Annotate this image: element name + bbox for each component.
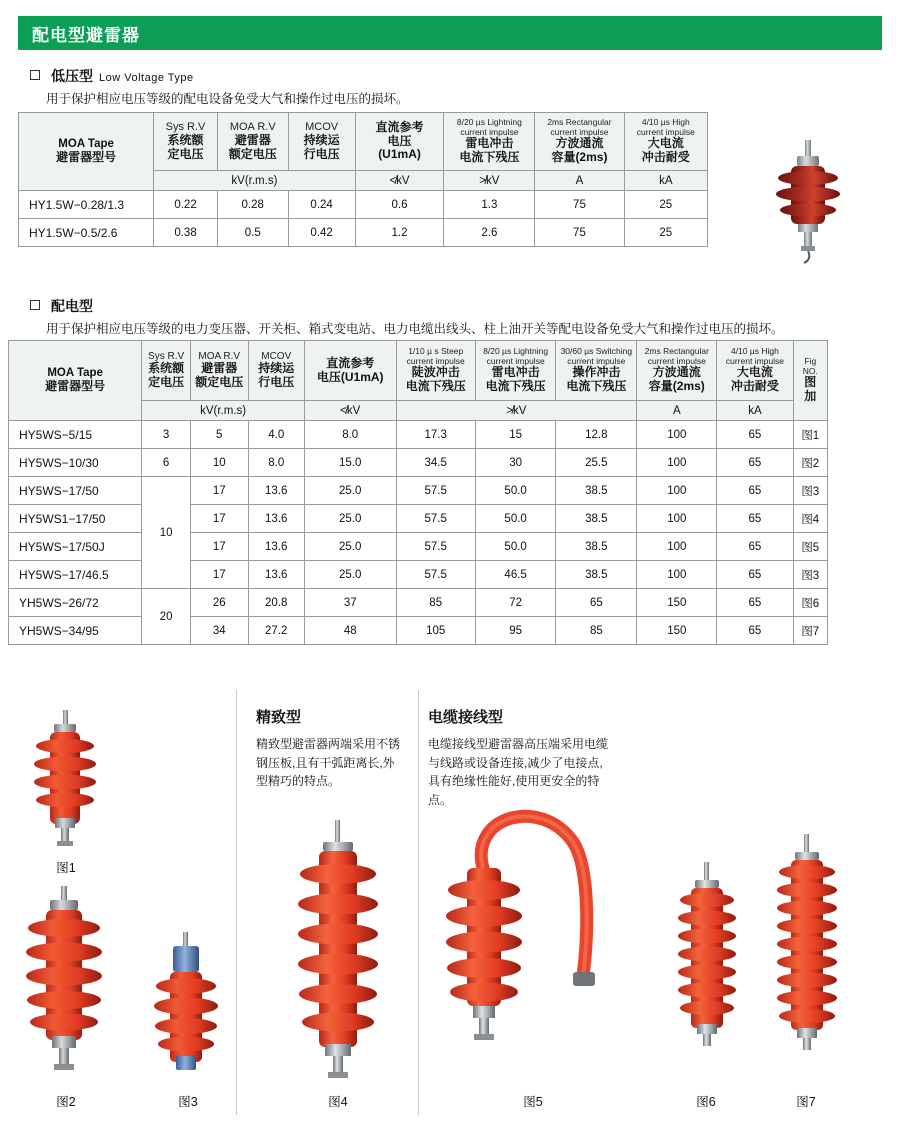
section-dist-title-cn: 配电型 (51, 298, 93, 314)
cell-value: 95 (475, 617, 556, 645)
cell-value: 13.6 (248, 477, 304, 505)
cell-value: 25.0 (304, 505, 396, 533)
cell-model: HY1.5W−0.28/1.3 (19, 191, 154, 219)
table-row (9, 421, 828, 449)
table-row (9, 505, 828, 533)
header-high-current: 4/10 µs High current impulse 大电流 冲击耐受 (717, 341, 793, 401)
cell-value: 65 (717, 505, 793, 533)
unit-amp: A (535, 171, 624, 191)
gallery-panel-standard-types (8, 690, 236, 1115)
unit-residual: ≯kV (396, 401, 637, 421)
table-row (9, 589, 828, 617)
cell-fig: 图3 (793, 477, 827, 505)
cell-value: 13.6 (248, 505, 304, 533)
cell-value: 85 (396, 589, 475, 617)
cell-sys-rv: 6 (142, 449, 191, 477)
section-low-voltage-heading (30, 66, 730, 109)
checkbox-icon (30, 70, 40, 80)
cell-value: 20.8 (248, 589, 304, 617)
cell-value: 65 (717, 561, 793, 589)
table-row (19, 219, 708, 247)
cell-value: 100 (637, 477, 717, 505)
cell-value: 17 (190, 533, 248, 561)
cell-model: HY5WS−17/50J (9, 533, 142, 561)
unit-kv-rms: kV(r.m.s) (154, 171, 355, 191)
header-model-en: MOA Tape (58, 137, 114, 150)
checkbox-icon (30, 300, 40, 310)
cell-value: 0.38 (154, 219, 218, 247)
header-rect-2ms: 2ms Rectangular current impulse 方波通流 容量(2ms) (637, 341, 717, 401)
panel-cable-title: 电缆接线型 (428, 709, 504, 726)
cell-value: 17 (190, 505, 248, 533)
section-dist-description: 用于保护相应电压等级的电力变压器、开关柜、箱式变电站、电力电缆出线头、柱上油开关等配电设备免受大气和操作过电压的损坏。 (46, 322, 784, 336)
header-mcov: MCOV 持续运 行电压 (248, 341, 304, 401)
cell-value: 17 (190, 477, 248, 505)
header-model (19, 113, 154, 191)
table-row (9, 617, 828, 645)
cell-value: 38.5 (556, 505, 637, 533)
figure-caption-3: 图3 (178, 1095, 198, 1109)
cell-fig: 图7 (793, 617, 827, 645)
table-row (9, 533, 828, 561)
header-lightning: 8/20 µs Lightning current impulse 雷电冲击 电流下残压 (475, 341, 556, 401)
cell-value: 38.5 (556, 533, 637, 561)
cell-fig: 图6 (793, 589, 827, 617)
cell-value: 27.2 (248, 617, 304, 645)
panel-fine-title: 精致型 (256, 709, 302, 726)
cell-value: 50.0 (475, 477, 556, 505)
cell-value: 25 (624, 191, 707, 219)
header-model-cn: 避雷器型号 (45, 379, 106, 394)
cell-value: 1.3 (444, 191, 535, 219)
unit-kv-rms: kV(r.m.s) (142, 401, 305, 421)
unit-dc-ref: ≮kV (355, 171, 444, 191)
cell-value: 100 (637, 561, 717, 589)
cell-value: 46.5 (475, 561, 556, 589)
cell-value: 13.6 (248, 561, 304, 589)
cell-sys-rv: 20 (142, 589, 191, 645)
cell-value: 65 (717, 589, 793, 617)
figure-7-arrester (777, 834, 837, 1050)
header-moa-rv: MOA R.V 避雷器 额定电压 (217, 113, 288, 171)
cell-value: 0.6 (355, 191, 444, 219)
cell-value: 25.0 (304, 561, 396, 589)
cell-value: 0.28 (217, 191, 288, 219)
figure-2-arrester (26, 886, 102, 1070)
figure-4-arrester (253, 818, 423, 1118)
cell-model: YH5WS−34/95 (9, 617, 142, 645)
cell-value: 1.2 (355, 219, 444, 247)
header-fig-no: Fig NO. 图 加 (793, 341, 827, 421)
cell-value: 34.5 (396, 449, 475, 477)
header-model-cn: 避雷器型号 (56, 150, 117, 165)
cell-value: 150 (637, 589, 717, 617)
cell-value: 75 (535, 219, 624, 247)
cell-value: 30 (475, 449, 556, 477)
header-dc-ref: 直流参考 电压(U1mA) (304, 341, 396, 401)
product-gallery (8, 690, 892, 1115)
cell-value: 100 (637, 505, 717, 533)
cell-value: 26 (190, 589, 248, 617)
panel-fine-type-text (256, 706, 406, 791)
cell-value: 25.0 (304, 533, 396, 561)
cell-value: 100 (637, 449, 717, 477)
cell-value: 15.0 (304, 449, 396, 477)
unit-amp: A (637, 401, 717, 421)
cell-value: 50.0 (475, 533, 556, 561)
cell-value: 65 (717, 449, 793, 477)
figure-caption-7: 图7 (796, 1095, 816, 1109)
cell-value: 57.5 (396, 477, 475, 505)
cell-value: 65 (556, 589, 637, 617)
cell-fig: 图3 (793, 561, 827, 589)
cell-model: YH5WS−26/72 (9, 589, 142, 617)
header-switching: 30/60 µs Switching current impulse 操作冲击 电流下残压 (556, 341, 637, 401)
cell-value: 8.0 (248, 449, 304, 477)
cell-value: 5 (190, 421, 248, 449)
cell-value: 2.6 (444, 219, 535, 247)
panel-cable-text: 电缆接线型避雷器高压端采用电缆与线路或设备连接,减少了电接点,具有绝缘性能好,使用更安全的特点。 (428, 737, 609, 807)
cell-value: 100 (637, 421, 717, 449)
figure-group-5-6-7 (423, 790, 893, 1100)
unit-dc-ref: ≮kV (304, 401, 396, 421)
figure-5-cable-arrester (446, 816, 595, 1040)
header-model (9, 341, 142, 421)
cell-value: 48 (304, 617, 396, 645)
figure-3-arrester (154, 932, 218, 1070)
cell-fig: 图2 (793, 449, 827, 477)
section-low-title-en: Low Voltage Type (99, 72, 194, 84)
cell-value: 38.5 (556, 561, 637, 589)
cell-value: 10 (190, 449, 248, 477)
cell-value: 15 (475, 421, 556, 449)
cell-value: 0.24 (288, 191, 355, 219)
unit-kamp: kA (717, 401, 793, 421)
cell-value: 100 (637, 533, 717, 561)
cell-value: 105 (396, 617, 475, 645)
cell-value: 65 (717, 477, 793, 505)
cell-value: 34 (190, 617, 248, 645)
cell-model: HY1.5W−0.5/2.6 (19, 219, 154, 247)
header-sys-rv: Sys R.V 系统额 定电压 (154, 113, 218, 171)
cell-value: 85 (556, 617, 637, 645)
cell-model: HY5WS−17/50 (9, 477, 142, 505)
section-low-description: 用于保护相应电压等级的配电设备免受大气和操作过电压的损坏。 (46, 92, 409, 106)
table-header-row (19, 113, 708, 171)
cell-value: 72 (475, 589, 556, 617)
figure-caption-6: 图6 (696, 1095, 716, 1109)
figure-caption-1: 图1 (56, 861, 76, 875)
cell-model: HY5WS1−17/50 (9, 505, 142, 533)
cell-sys-rv: 3 (142, 421, 191, 449)
cell-value: 65 (717, 533, 793, 561)
page-banner (18, 16, 882, 50)
unit-residual: ≯kV (444, 171, 535, 191)
cell-value: 150 (637, 617, 717, 645)
cell-model: HY5WS−10/30 (9, 449, 142, 477)
cell-model: HY5WS−5/15 (9, 421, 142, 449)
cell-value: 65 (717, 617, 793, 645)
cell-value: 4.0 (248, 421, 304, 449)
cell-value: 37 (304, 589, 396, 617)
section-distribution-heading (30, 296, 890, 339)
distribution-table (8, 340, 828, 645)
table-row (19, 191, 708, 219)
header-high-current: 4/10 µs High current impulse 大电流 冲击耐受 (624, 113, 707, 171)
cell-fig: 图1 (793, 421, 827, 449)
cell-value: 25.0 (304, 477, 396, 505)
cell-value: 38.5 (556, 477, 637, 505)
figure-caption-4: 图4 (328, 1095, 348, 1109)
table-row (9, 477, 828, 505)
cell-value: 8.0 (304, 421, 396, 449)
header-dc-ref: 直流参考 电压 (U1mA) (355, 113, 444, 171)
cell-value: 17 (190, 561, 248, 589)
page-title: 配电型避雷器 (32, 25, 140, 45)
table-row (9, 449, 828, 477)
cell-value: 65 (717, 421, 793, 449)
unit-kamp: kA (624, 171, 707, 191)
cell-value: 57.5 (396, 505, 475, 533)
cell-model: HY5WS−17/46.5 (9, 561, 142, 589)
figure-6-arrester (678, 862, 736, 1046)
cell-value: 0.42 (288, 219, 355, 247)
cell-sys-rv: 10 (142, 477, 191, 589)
cell-value: 17.3 (396, 421, 475, 449)
header-model-en: MOA Tape (47, 366, 103, 379)
gallery-divider (236, 690, 237, 1115)
header-sys-rv: Sys R.V 系统额 定电压 (142, 341, 191, 401)
header-lightning: 8/20 µs Lightning current impulse 雷电冲击 电流下残压 (444, 113, 535, 171)
cell-value: 0.22 (154, 191, 218, 219)
header-steep: 1/10 µ s Steep current impulse 陡波冲击 电流下残压 (396, 341, 475, 401)
table-row (9, 561, 828, 589)
distribution-table-wrap (8, 340, 828, 645)
cell-fig: 图4 (793, 505, 827, 533)
table-header-row (9, 341, 828, 401)
cell-value: 75 (535, 191, 624, 219)
cell-value: 57.5 (396, 561, 475, 589)
figure-caption-5: 图5 (523, 1095, 543, 1109)
cell-value: 12.8 (556, 421, 637, 449)
cell-value: 13.6 (248, 533, 304, 561)
product-photo-top (735, 130, 885, 265)
arrester-photo-icon (735, 130, 885, 265)
header-moa-rv: MOA R.V 避雷器 额定电压 (190, 341, 248, 401)
figure-caption-2: 图2 (56, 1095, 76, 1109)
cell-value: 0.5 (217, 219, 288, 247)
header-rect-2ms: 2ms Rectangular current impulse 方波通流 容量(2ms) (535, 113, 624, 171)
cell-fig: 图5 (793, 533, 827, 561)
low-voltage-table-wrap (18, 112, 708, 247)
cell-value: 57.5 (396, 533, 475, 561)
section-low-title-cn: 低压型 (51, 68, 93, 84)
cell-value: 25.5 (556, 449, 637, 477)
panel-fine-text: 精致型避雷器两端采用不锈钢压板,且有干弧距离长,外型精巧的特点。 (256, 737, 401, 789)
cell-value: 25 (624, 219, 707, 247)
low-voltage-table (18, 112, 708, 247)
cell-value: 50.0 (475, 505, 556, 533)
figure-1-arrester (34, 710, 96, 846)
header-mcov: MCOV 持续运 行电压 (288, 113, 355, 171)
